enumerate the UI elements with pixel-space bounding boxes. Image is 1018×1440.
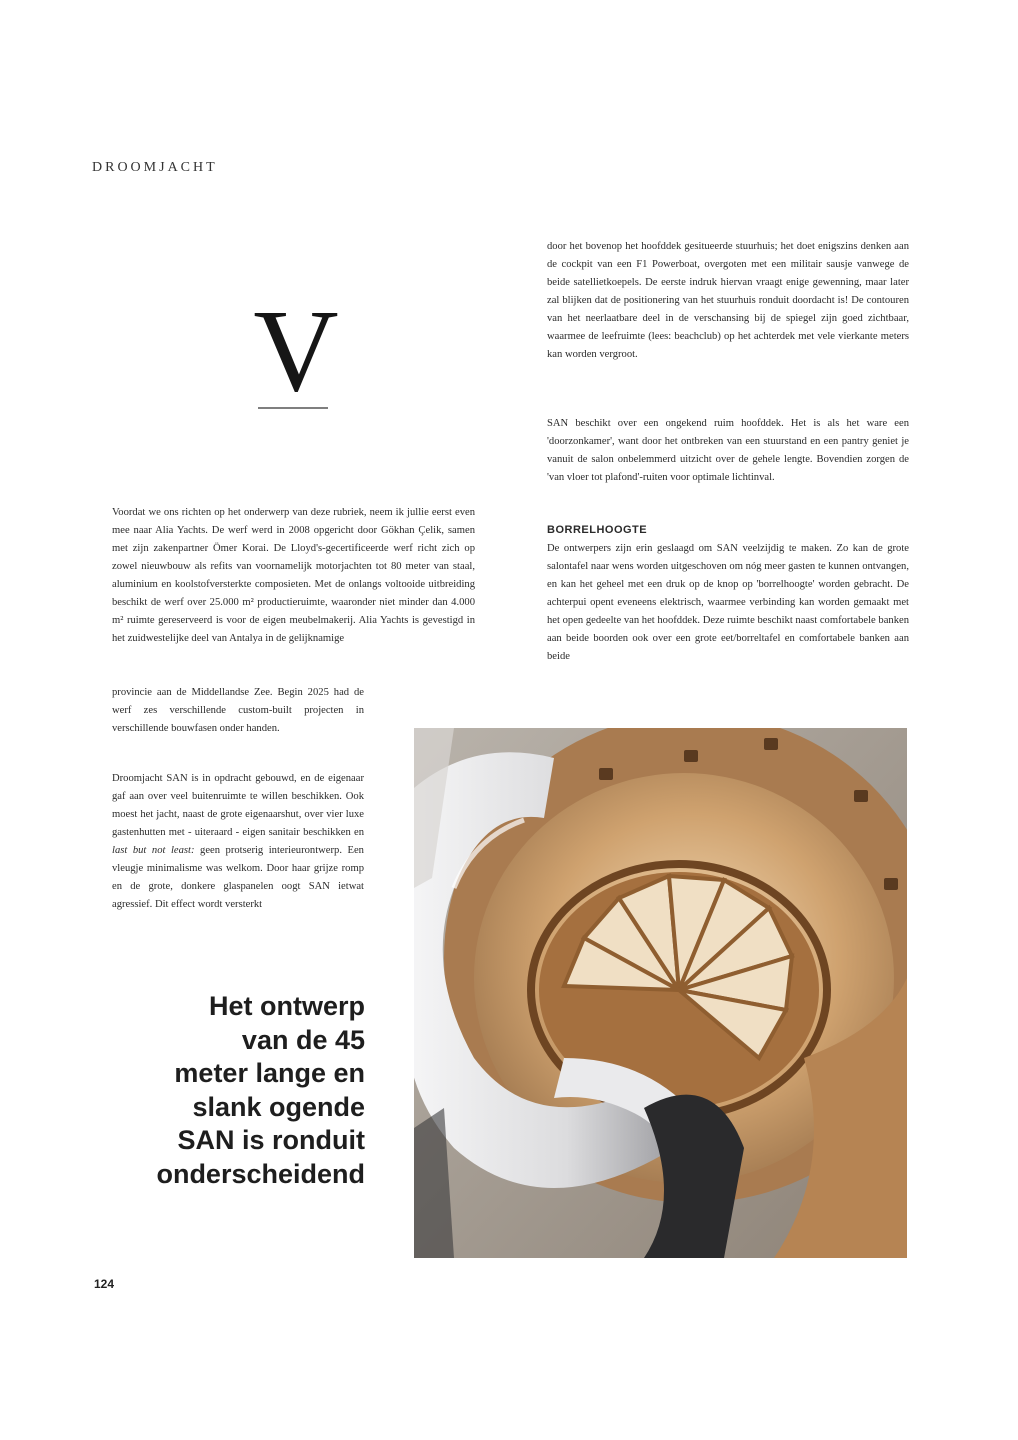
dropcap (236, 292, 356, 417)
pull-quote-line: onderscheidend (156, 1158, 365, 1189)
intro-continued-text: provincie aan de Middellandse Zee. Begin 2025 had de werf zes verschillende custom-built projecten in verschillende bouwfasen onder handen. (112, 687, 364, 734)
pull-quote (112, 990, 365, 1191)
paragraph-2-after: geen protserig interieurontwerp. Een vleugje minimalisme was welkom. Door haar grijze romp en de grote, donkere glaspanelen oogt SAN ietwat agressief. Dit effect wordt versterkt (112, 845, 364, 910)
paragraph-2-italic: last but not least: (112, 845, 195, 856)
staircase-illustration (414, 728, 907, 1258)
right-para-1-text: door het bovenop het hoofddek gesitueerde stuurhuis; het doet enigszins denken aan de cockpit van een F1 Powerboat, overgoten met een militair sausje vanwege de beide satellietkoepels. De eerste indruk hiervan vraagt enige gewenning, maar later zal blijken dat de positionering van het stuurhuis ronduit doordacht is! De contouren van het neerlaatbare deel in de verschansing bij de spiegel zijn goed zichtbaar, waarmee de leefruimte (lees: beachclub) op het achterdek met vele vierkante meters kan worden vergroot. (547, 241, 909, 360)
page-number: 124 (94, 1277, 115, 1291)
article-intro-paragraph (112, 504, 475, 648)
right-column-paragraph-2 (547, 415, 909, 487)
paragraph-2-text (112, 770, 364, 914)
section-subheading: BORRELHOOGTE (547, 524, 648, 536)
article-intro-continued (112, 684, 364, 738)
pull-quote-line: Het ontwerp (208, 991, 365, 1021)
spiral-staircase-photo (414, 728, 907, 1258)
article-paragraph-2 (112, 770, 364, 914)
intro-text: Voordat we ons richten op het onderwerp van deze rubriek, neem ik jullie eerst even mee naar Alia Yachts. De werf werd in 2008 opgericht door Gökhan Çelik, samen met zijn zakenpartner Ömer Korai. De Lloyd's-gecertificeerde werf richt zich op zowel nieuwbouw als refits van voornamelijk motorjachten tot 80 meter van staal, aluminium en koolstofversterkte composieten. Met de onlangs voltooide uitbreiding beschikt de werf over 25.000 m² productieruimte, waaronder niet minder dan 4.000 m² ruimte gereserveerd is voor de eigen meubelmakerij. Alia Yachts is gevestigd in het zuidwestelijke deel van Antalya in de gelijknamige (112, 507, 475, 644)
right-para-2-text: SAN beschikt over een ongekend ruim hoofddek. Het is als het ware een 'doorzonkamer', want door het ontbreken van een stuurstand en een pantry geniet je vanuit de salon onbelemmerd uitzicht over de gehele lengte. Bovendien zorgen de 'van vloer tot plafond'-ruiten voor optimale lichtinval. (547, 418, 909, 483)
right-column-paragraph-1 (547, 238, 909, 364)
right-para-3-text: De ontwerpers zijn erin geslaagd om SAN veelzijdig te maken. Zo kan de grote salontafel naar wens worden uitgeschoven om nóg meer gasten te kunnen ontvangen, en kan het geheel met een druk op de knop op 'borrelhoogte' worden gebracht. De achterpui opent eveneens elektrisch, waarmee verbinding kan worden gemaakt met het open gedeelte van het hoofddek. Deze ruimte beschikt naast comfortabele banken aan beide boorden ook over een grote eet/borreltafel en comfortabele banken aan beide (547, 543, 909, 662)
section-label: DROOMJACHT (92, 160, 218, 175)
right-column-section (547, 521, 909, 666)
pull-quote-line: meter lange en (174, 1058, 365, 1088)
dropcap-letter: V (253, 292, 339, 416)
pull-quote-line: SAN is ronduit (177, 1125, 365, 1155)
paragraph-2-before: Droomjacht SAN is in opdracht gebouwd, en de eigenaar gaf aan over veel buitenruimte te willen beschikken. Ook moest het jacht, naast de grote eigenaarshut, over vier luxe gastenhutten met - uiteraard - eigen sanitair beschikken en (112, 773, 364, 838)
pull-quote-line: van de 45 (241, 1024, 365, 1055)
pull-quote-line: slank ogende (192, 1091, 365, 1122)
